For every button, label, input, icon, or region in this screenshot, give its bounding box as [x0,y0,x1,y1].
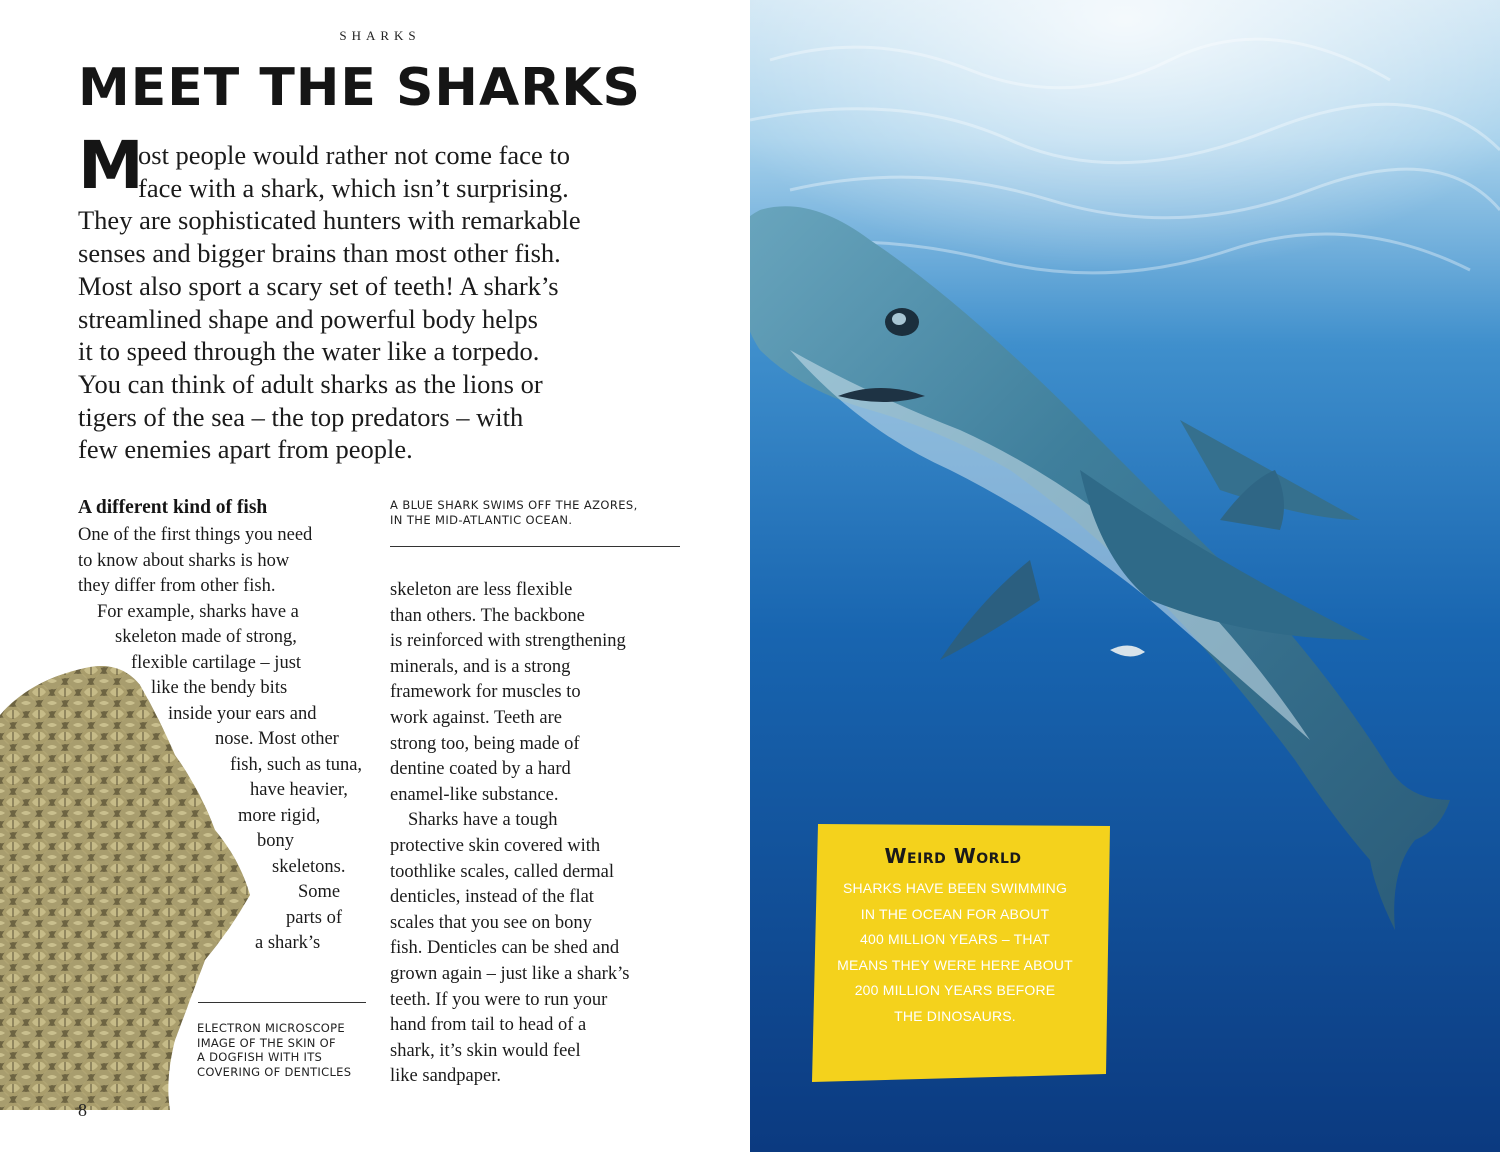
caption-line: IN THE MID-ATLANTIC OCEAN. [390,513,573,527]
intro-line: You can think of adult sharks as the lions or [78,368,543,399]
body-line: like the bendy bits [151,678,288,698]
body-column-left [0,523,380,957]
body-line: than others. The backbone [390,605,585,626]
weird-world-line: THE DINOSAURS. [894,1007,1016,1024]
body-line: inside your ears and [168,703,317,724]
photo-caption [390,498,690,528]
body-line: a shark’s [255,933,321,953]
running-head-text: SHARKS [339,28,421,43]
body-line: is reinforced with strengthening [390,631,626,652]
body-line: skeleton are less flexible [390,580,573,600]
caption-line: A DOGFISH WITH ITS [197,1050,323,1064]
intro-line: it to speed through the water like a torpedo. [78,336,540,367]
section-subhead: A different kind of fish [78,497,268,518]
intro-line: few enemies apart from people. [78,434,413,465]
body-line: shark, it’s skin would feel [390,1040,581,1061]
body-line: skeletons. [272,856,346,877]
intro-paragraph [78,139,663,466]
body-line: protective skin covered with [390,835,601,856]
body-line: Some [298,882,341,902]
body-line: enamel-like substance. [390,784,559,805]
body-line: nose. Most other [215,729,339,749]
body-line: minerals, and is a strong [390,656,571,677]
body-line: parts of [286,907,342,928]
intro-line: streamlined shape and powerful body helps [78,303,538,334]
weird-world-line: IN THE OCEAN FOR ABOUT [860,905,1050,922]
body-line: One of the first things you need [78,525,313,545]
body-line: to know about sharks is how [78,550,290,571]
intro-line: face with a shark, which isn’t surprising. [138,172,569,203]
page-number: 8 [78,1100,87,1120]
caption-line: COVERING OF DENTICLES [197,1064,352,1079]
weird-world-line: 200 MILLION YEARS BEFORE [854,982,1056,998]
body-line: framework for muscles to [390,682,581,703]
caption-line: ELECTRON MICROSCOPE [197,1021,345,1035]
body-line: grown again – just like a shark’s [390,963,630,984]
body-line: hand from tail to head of a [390,1015,587,1036]
denticle-caption [197,1021,387,1079]
running-head [0,28,750,44]
intro-line: tigers of the sea – the top predators – with [78,401,524,432]
drop-cap: M [78,127,144,204]
body-line: more rigid, [238,805,321,826]
body-line: fish, such as tuna, [230,754,363,775]
body-column-right [390,578,690,1090]
body-line: bony [257,831,294,851]
body-line: Sharks have a tough [408,810,558,831]
body-line: flexible cartilage – just [131,652,302,673]
body-line: they differ from other fish. [78,576,276,596]
body-line: dentine coated by a hard [390,759,571,780]
body-line: have heavier, [250,780,348,800]
body-line: fish. Denticles can be shed and [390,938,620,959]
intro-line: senses and bigger brains than most other fish. [78,238,561,269]
body-line: skeleton made of strong, [115,627,297,647]
body-line: denticles, instead of the flat [390,887,594,908]
caption-line: IMAGE OF THE SKIN OF [197,1035,336,1050]
weird-world-line: MEANS THEY WERE HERE ABOUT [837,956,1073,973]
intro-line: Most also sport a scary set of teeth! A shark’s [78,270,559,301]
caption-rule [198,1002,366,1003]
weird-world-line: 400 MILLION YEARS – THAT [860,931,1050,947]
body-line: work against. Teeth are [390,707,562,728]
body-line: teeth. If you were to run your [390,989,608,1010]
body-line: scales that you see on bony [390,912,592,933]
caption-rule [390,546,680,547]
body-line: like sandpaper. [390,1066,501,1087]
caption-line: A BLUE SHARK SWIMS OFF THE AZORES, [390,498,638,512]
intro-line: ost people would rather not come face to [138,140,570,170]
weird-world-line: SHARKS HAVE BEEN SWIMMING [842,880,1068,896]
body-line: toothlike scales, called dermal [390,861,614,882]
weird-world-text [830,876,1080,1029]
intro-line: They are sophisticated hunters with remarkable [78,205,581,236]
body-line: For example, sharks have a [97,601,299,622]
weird-world-title: Weird World [884,844,1022,868]
body-line: strong too, being made of [390,733,580,754]
page-title: MEET THE SHARKS [78,58,641,118]
